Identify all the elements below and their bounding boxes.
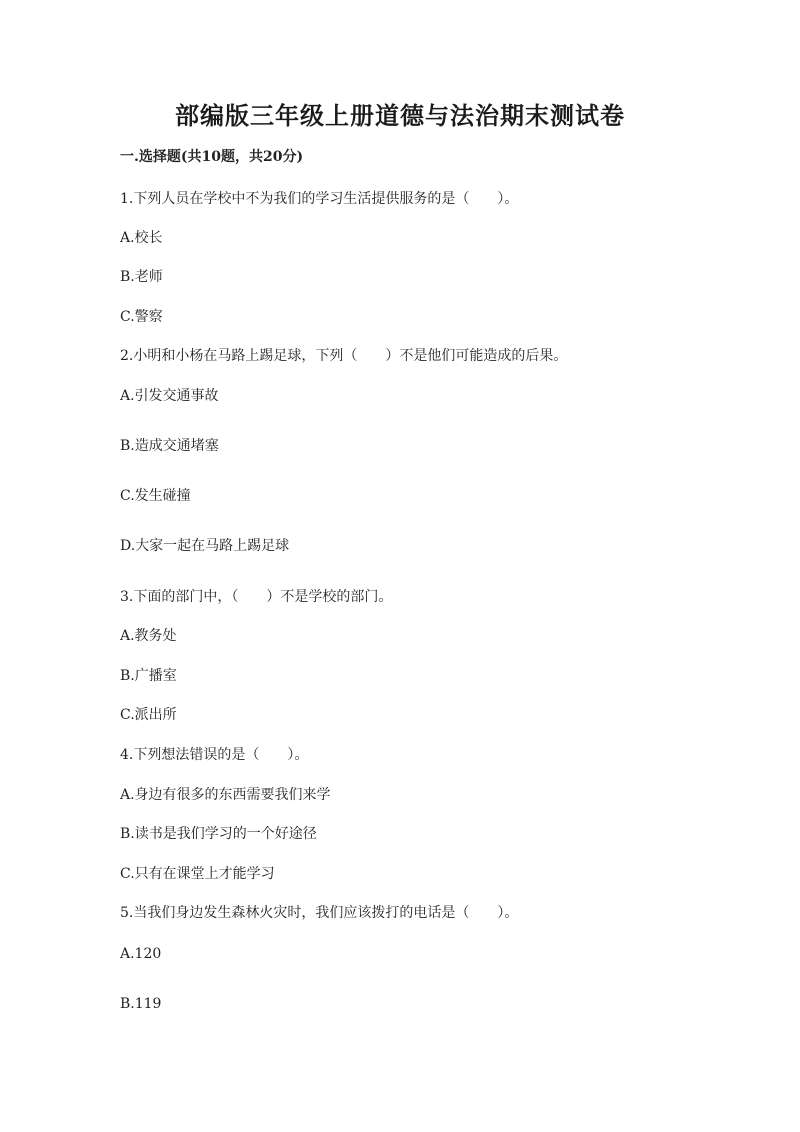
- section-heading: 一.选择题(共10题，共20分): [120, 149, 304, 165]
- question-2: 2.小明和小杨在马路上踢足球，下列（ ）不是他们可能造成的后果。: [120, 348, 568, 364]
- question-4-option-a: A.身边有很多的东西需要我们来学: [120, 787, 331, 803]
- question-3-option-b: B.广播室: [120, 668, 177, 684]
- question-4-option-c: C.只有在课堂上才能学习: [120, 866, 275, 882]
- question-5: 5.当我们身边发生森林火灾时，我们应该拨打的电话是（ ）。: [120, 905, 519, 921]
- question-3: 3.下面的部门中，（ ）不是学校的部门。: [120, 589, 393, 605]
- question-1-option-c: C.警察: [120, 309, 163, 325]
- question-1-option-b: B.老师: [120, 269, 163, 285]
- question-2-option-b: B.造成交通堵塞: [120, 438, 219, 454]
- page-title: 部编版三年级上册道德与法治期末测试卷: [175, 101, 625, 130]
- question-2-option-d: D.大家一起在马路上踢足球: [120, 538, 290, 554]
- question-5-option-b: B.119: [120, 996, 162, 1012]
- question-3-option-a: A.教务处: [120, 628, 177, 644]
- question-1-option-a: A.校长: [120, 230, 163, 246]
- question-2-option-a: A.引发交通事故: [120, 388, 219, 404]
- question-4: 4.下列想法错误的是（ ）。: [120, 747, 309, 763]
- question-1: 1.下列人员在学校中不为我们的学习生活提供服务的是（ ）。: [120, 191, 519, 207]
- question-5-option-a: A.120: [120, 946, 162, 962]
- question-4-option-b: B.读书是我们学习的一个好途径: [120, 826, 317, 842]
- question-2-option-c: C.发生碰撞: [120, 488, 191, 504]
- question-3-option-c: C.派出所: [120, 707, 177, 723]
